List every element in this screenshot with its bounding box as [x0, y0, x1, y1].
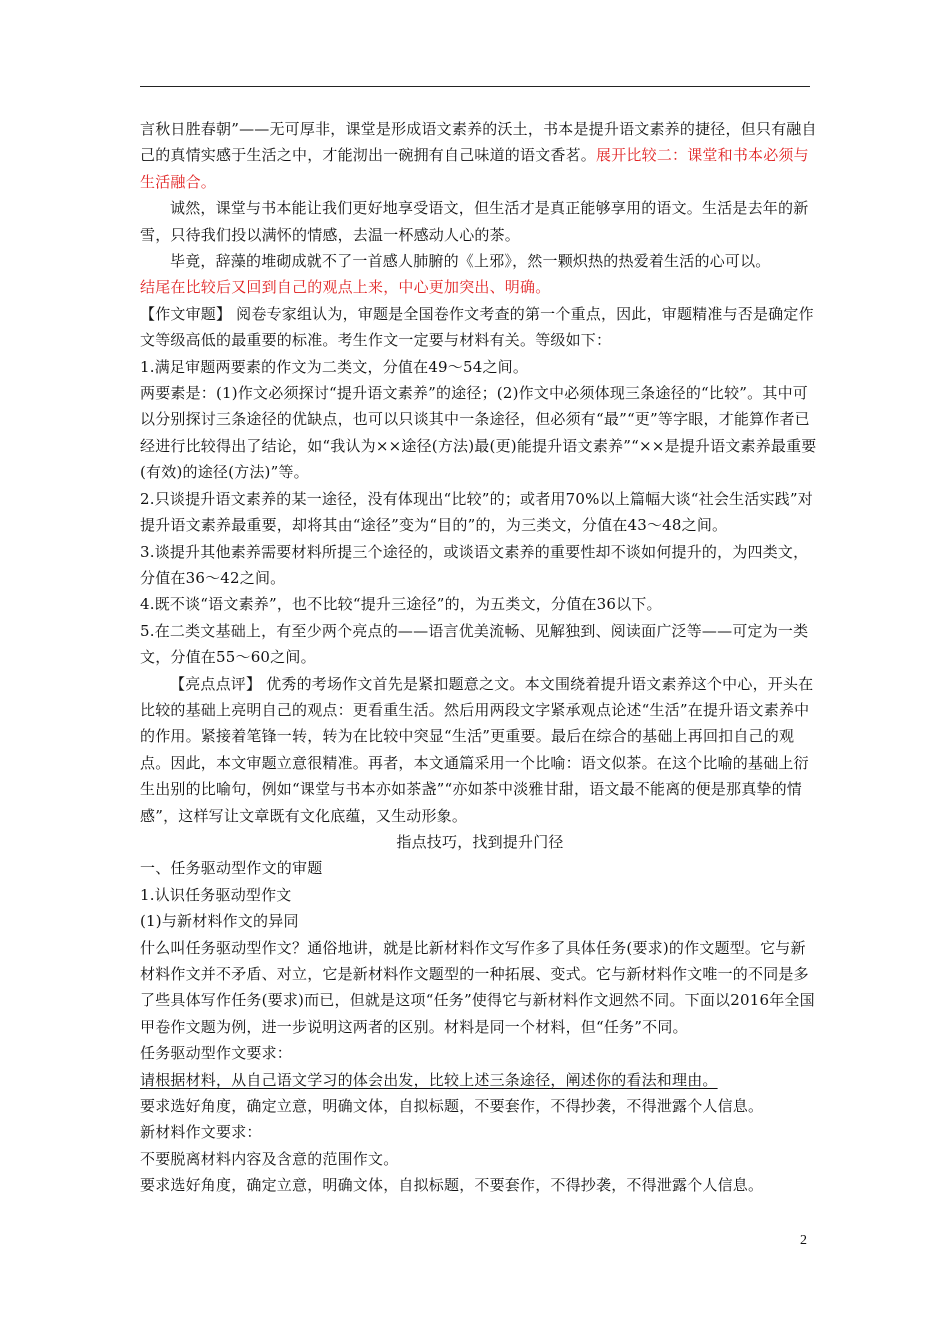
grade-elements: 两要素是：(1)作文必须探讨“提升语文素养”的途径；(2)作文中必须体现三条途径的“比较”。其中可以分别探讨三条途径的优缺点，也可以只谈其中一条途径，但必须有“最”“更”等字眼，才能算作者已经进行比较得出了结论，如“我认为××途径(方法)最(更)能提升语文素养”“××是提升语文素养最重要(有效)的途径(方法)”等。 [140, 384, 817, 482]
annotation-red-conclusion: 结尾在比较后又回到自己的观点上来，中心更加突出、明确。 [140, 278, 551, 297]
document-body [140, 116, 820, 1199]
task-requirement-text: 请根据材料，从自己语文学习的体会出发，比较上述三条途径，阐述你的看法和理由。 [140, 1070, 718, 1089]
new-material-label: 新材料作文要求： [140, 1123, 262, 1142]
task-requirement-label: 任务驱动型作文要求： [140, 1044, 293, 1063]
requirement-line-1: 要求选好角度，确定立意，明确文体，自拟标题，不要套作，不得抄袭，不得泄露个人信息。 [140, 1097, 764, 1116]
annotation-red: 展开比较二：课堂和书本必须与生活融合。 [140, 146, 809, 191]
new-material-text: 不要脱离材料内容及含意的范围作文。 [140, 1149, 399, 1168]
essay-text: 言秋日胜春朝”——无可厚非，课堂是形成语文素养的沃土，书本是提升语文素养的捷径，但只有融自己的真情实感于生活之中，才能沏出一碗拥有自己味道的语文香茗。 [140, 120, 817, 165]
requirement-line-2: 要求选好角度，确定立意，明确文体，自拟标题，不要套作，不得抄袭，不得泄露个人信息。 [140, 1176, 764, 1195]
section-title: 指点技巧，找到提升门径 [396, 832, 564, 851]
header-rule [140, 86, 810, 87]
heading-3: (1)与新材料作文的异同 [140, 912, 299, 931]
grade-item-3: 3.谈提升其他素养需要材料所提三个途径的，或谈语文素养的重要性却不谈如何提升的，为四类文，分值在36～42之间。 [140, 542, 809, 587]
grade-item-1: 1.满足审题两要素的作文为二类文，分值在49～54之间。 [140, 357, 529, 376]
page-number: 2 [800, 1233, 807, 1248]
grade-item-5: 5.在二类文基础上，有至少两个亮点的——语言优美流畅、见解独到、阅读面广泛等——可定为一类文，分值在55～60之间。 [140, 621, 809, 667]
grade-item-2: 2.只谈提升语文素养的某一途径，没有体现出“比较”的；或者用70%以上篇幅大谈“社会生活实践”对提升语文素养最重要，却将其由“途径”变为“目的”的，为三类文，分值在43～48之间。 [140, 489, 813, 535]
paragraph-highlight-review: 【亮点点评】 优秀的考场作文首先是紧扣题意之文。本文围绕着提升语文素养这个中心，开头在比较的基础上亮明自己的观点：更看重生活。然后用两段文字紧承观点论述“生活”在提升语文素养中的作用。紧接着笔锋一转，转为在比较中突显“生活”更重要。最后在综合的基础上再回扣自己的观点。因此，本文审题立意很精准。再者，本文通篇采用一个比喻：语文似茶。在这个比喻的基础上衍生出别的比喻句，例如“课堂与书本亦如茶盏”“亦如茶中淡雅甘甜，语文最不能离的便是那真挚的情感”，这样写让文章既有文化底蕴，又生动形象。 [140, 674, 814, 825]
heading-1: 一、任务驱动型作文的审题 [140, 859, 323, 878]
grade-item-4: 4.既不谈“语文素养”，也不比较“提升三途径”的，为五类文，分值在36以下。 [140, 595, 662, 614]
paragraph-essay-3: 毕竟，辞藻的堆砌成就不了一首感人肺腑的《上邪》，然一颗炽热的热爱着生活的心可以。 [170, 252, 771, 271]
paragraph-review-title: 【作文审题】 阅卷专家组认为，审题是全国卷作文考查的第一个重点，因此，审题精准与否是确定作文等级高低的最重要的标准。考生作文一定要与材料有关。等级如下： [140, 304, 814, 350]
paragraph-essay-end [140, 116, 820, 195]
paragraph-explanation: 什么叫任务驱动型作文？通俗地讲，就是比新材料作文写作多了具体任务(要求)的作文题型。它与新材料作文并不矛盾、对立，它是新材料作文题型的一种拓展、变式。它与新材料作文唯一的不同是多了些具体写作任务(要求)而已，但就是这项“任务”使得它与新材料作文迥然不同。下面以2016年全国甲卷作文题为例，进一步说明这两者的区别。材料是同一个材料，但“任务”不同。 [140, 938, 815, 1036]
heading-2: 1.认识任务驱动型作文 [140, 885, 292, 904]
paragraph-essay-2: 诚然，课堂与书本能让我们更好地享受语文，但生活才是真正能够享用的语文。生活是去年的新雪，只待我们投以满怀的情感，去温一杯感动人心的茶。 [140, 199, 809, 244]
